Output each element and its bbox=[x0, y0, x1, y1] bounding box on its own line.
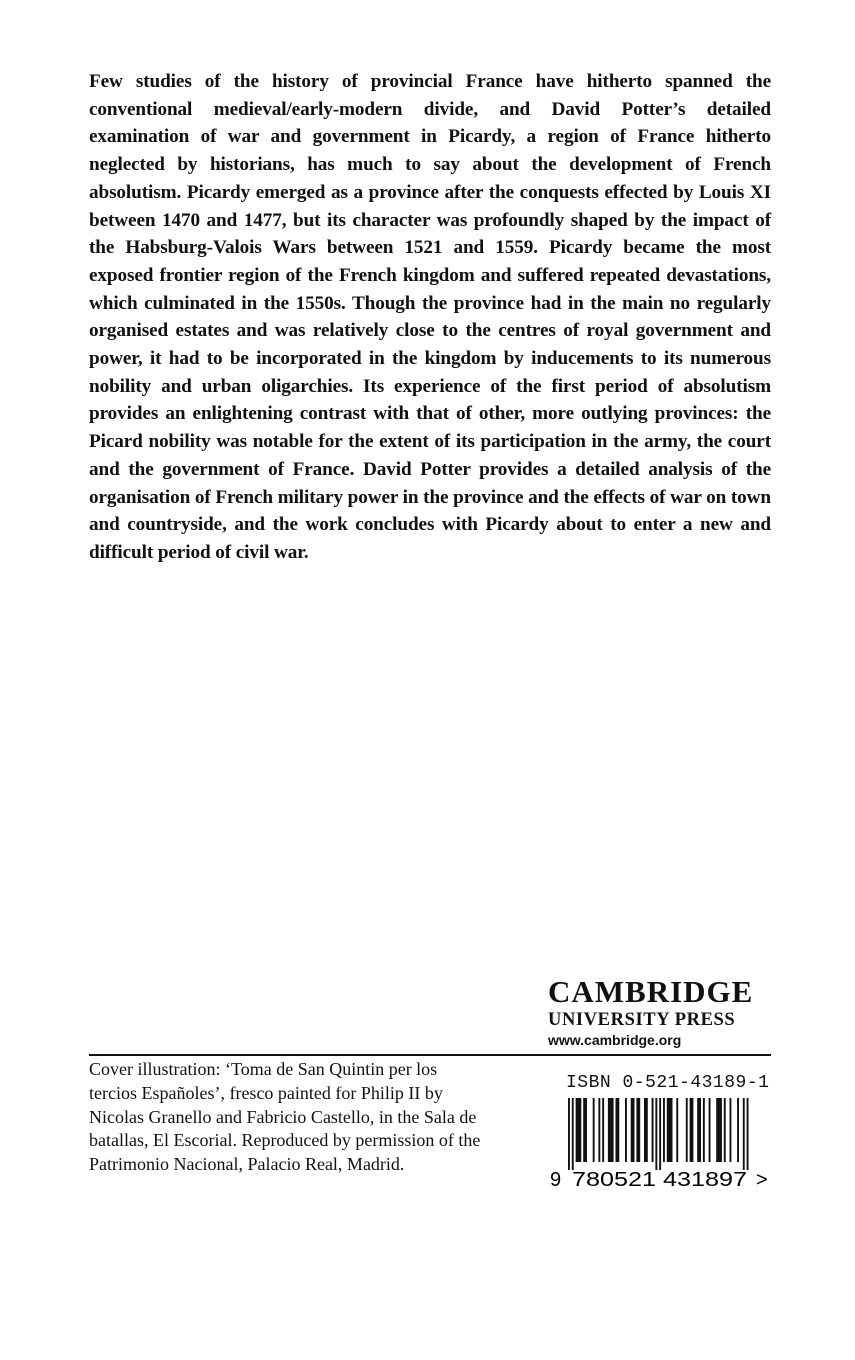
barcode-guard-bar bbox=[568, 1098, 570, 1170]
publisher-logo bbox=[548, 975, 770, 1049]
barcode-bar bbox=[576, 1098, 582, 1162]
barcode-bar bbox=[686, 1098, 688, 1162]
barcode-bar bbox=[703, 1098, 705, 1162]
barcode-bar bbox=[616, 1098, 620, 1162]
barcode-guard-bar bbox=[659, 1098, 661, 1170]
barcode-lead-digit: 9 bbox=[550, 1169, 562, 1190]
barcode-right-digits: 431897 bbox=[663, 1169, 747, 1190]
barcode bbox=[548, 1098, 773, 1190]
barcode-bar bbox=[709, 1098, 711, 1162]
barcode-bar bbox=[644, 1098, 648, 1162]
barcode-bar bbox=[608, 1098, 614, 1162]
barcode-bar bbox=[652, 1098, 654, 1162]
isbn-label: ISBN 0-521-43189-1 bbox=[566, 1073, 770, 1093]
barcode-bar bbox=[631, 1098, 635, 1162]
back-cover-description: Few studies of the history of provincial France have hitherto spanned the conventional medieval/early-modern divide, and David Potter’s detailed examination of war and government in Picardy, a region of France hitherto neglected by historians, has much to say about the development of French absolutism. Picardy emerged as a province after the conquests effected by Louis XI between 1470 and 1477, but its character was profoundly shaped by the impact of the Habsburg-Valois Wars between 1521 and 1559. Picardy became the most exposed frontier region of the French kingdom and suffered repeated devastations, which culminated in the 1550s. Though the province had in the main no regularly organised estates and was relatively close to the centres of royal government and power, it had to be incorporated in the kingdom by inducements to its numerous nobility and urban oligarchies. Its experience of the first period of absolutism provides an enlightening contrast with that of other, more outlying provinces: the Picard nobility was notable for the extent of its participation in the army, the court and the government of France. David Potter provides a detailed analysis of the organisation of French military power in the province and the effects of war on town and countryside, and the work concludes with Picardy about to enter a new and difficult period of civil war. bbox=[89, 71, 771, 563]
barcode-bar bbox=[676, 1098, 678, 1162]
divider-rule bbox=[89, 1054, 771, 1056]
barcode-left-digits: 780521 bbox=[572, 1169, 656, 1190]
barcode-bars bbox=[568, 1098, 749, 1170]
barcode-bar bbox=[667, 1098, 673, 1162]
barcode-guard-bar bbox=[747, 1098, 749, 1170]
barcode-bar bbox=[598, 1098, 600, 1162]
barcode-bar bbox=[625, 1098, 627, 1162]
barcode-quiet-mark: > bbox=[756, 1169, 768, 1190]
barcode-bar bbox=[593, 1098, 595, 1162]
barcode-bar bbox=[716, 1098, 722, 1162]
publisher-url: www.cambridge.org bbox=[548, 1032, 682, 1048]
barcode-guard-bar bbox=[655, 1098, 657, 1170]
barcode-bar bbox=[663, 1098, 665, 1162]
publisher-name: CAMBRIDGE bbox=[548, 974, 754, 1009]
publisher-subtitle: UNIVERSITY PRESS bbox=[548, 1010, 736, 1030]
barcode-bar bbox=[690, 1098, 694, 1162]
barcode-bar bbox=[602, 1098, 604, 1162]
barcode-guard-bar bbox=[572, 1098, 574, 1170]
barcode-bar bbox=[636, 1098, 640, 1162]
cover-illustration-credit: Cover illustration: ‘Toma de San Quintin per los tercios Españoles’, fresco painted for Philip II by Nicolas Granello and Fabricio Castello, in the Sala de batallas, El Escorial. Reproduced by permission of the Patrimonio Nacional, Palacio Real, Madrid. bbox=[89, 1059, 481, 1175]
barcode-guard-bar bbox=[743, 1098, 745, 1170]
barcode-bar bbox=[583, 1098, 587, 1162]
barcode-bar bbox=[724, 1098, 726, 1162]
barcode-bar bbox=[737, 1098, 739, 1162]
barcode-bar bbox=[730, 1098, 732, 1162]
barcode-bar bbox=[697, 1098, 701, 1162]
isbn-barcode-block bbox=[548, 1072, 773, 1192]
